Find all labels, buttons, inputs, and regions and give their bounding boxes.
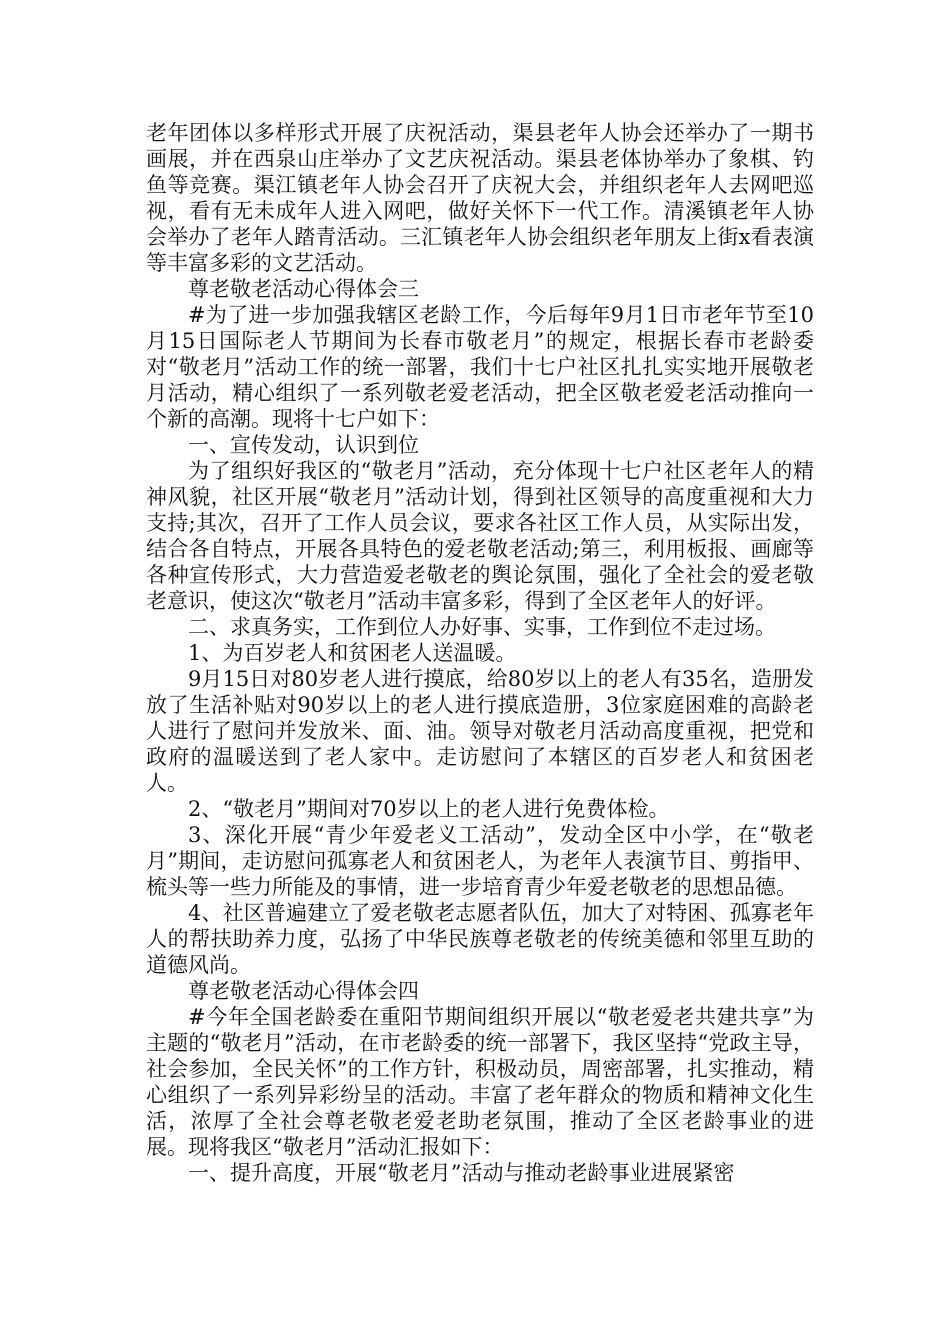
paragraph: 3、深化开展“青少年爱老义工活动”，发动全区中小学，在“敬老月”期间，走访慰问孤寡老人和贫困老人，为老年人表演节目、剪指甲、梳头等一些力所能及的事情，进一步培育青少年爱老敬老的思想品德。	[146, 823, 814, 899]
subsection-heading: 一、宣传发动，认识到位	[188, 433, 419, 457]
paragraph: 二、求真务实，工作到位人办好事、实事，工作到位不走过场。	[188, 615, 776, 639]
paragraph: 为了组织好我区的“敬老月”活动，充分体现十七户社区老年人的精神风貌，社区开展“敬老月”活动计划，得到社区领导的高度重视和大力支持;其次，召开了工作人员会议，要求各社区工作人员，从实际出发，结合各自特点，开展各具特色的爱老敬老活动;第三，利用板报、画廊等各种宣传形式，大力营造爱老敬老的舆论氛围，强化了全社会的爱老敬老意识，使这次“敬老月”活动丰富多彩，得到了全区老年人的好评。	[146, 459, 814, 613]
document-body	[146, 120, 814, 1186]
paragraph: 2、“敬老月”期间对70岁以上的老人进行免费体检。	[188, 797, 670, 821]
paragraph: 9月15日对80岁老人进行摸底，给80岁以上的老人有35名，造册发放了生活补贴对90岁以上的老人进行摸底造册，3位家庭困难的高龄老人进行了慰问并发放米、面、油。领导对敬老月活动高度重视，把党和政府的温暖送到了老人家中。走访慰问了本辖区的百岁老人和贫困老人。	[146, 667, 814, 795]
section-title-three: 尊老敬老活动心得体会三	[188, 277, 419, 301]
section-title-four: 尊老敬老活动心得体会四	[188, 979, 419, 1003]
paragraph-intro: 老年团体以多样形式开展了庆祝活动，渠县老年人协会还举办了一期书画展，并在西泉山庄举办了文艺庆祝活动。渠县老体协举办了象棋、钓鱼等竞赛。渠江镇老年人协会召开了庆祝大会，并组织老年人去网吧巡视，看有无未成年人进入网吧，做好关怀下一代工作。清溪镇老年人协会举办了老年人踏青活动。三汇镇老年人协会组织老年朋友上街x看表演等丰富多彩的文艺活动。	[146, 121, 814, 275]
paragraph: #今年全国老龄委在重阳节期间组织开展以“敬老爱老共建共享”为主题的“敬老月”活动，在市老龄委的统一部署下，我区坚持“党政主导，社会参加，全民关怀”的工作方针，积极动员，周密部署，扎实推动，精心组织了一系列异彩纷呈的活动。丰富了老年群众的物质和精神文化生活，浓厚了全社会尊老敬老爱老助老氛围，推动了全区老龄事业的进展。现将我区“敬老月”活动汇报如下：	[146, 1005, 814, 1159]
paragraph: #为了进一步加强我辖区老龄工作，今后每年9月1日市老年节至10月15日国际老人节期间为长春市敬老月”的规定，根据长春市老龄委对“敬老月”活动工作的统一部署，我们十七户社区扎扎实实地开展敬老月活动，精心组织了一系列敬老爱老活动，把全区敬老爱老活动推向一个新的高潮。现将十七户如下：	[146, 303, 814, 431]
paragraph: 4、社区普遍建立了爱老敬老志愿者队伍，加大了对特困、孤寡老年人的帮扶助养力度，弘扬了中华民族尊老敬老的传统美德和邻里互助的道德风尚。	[146, 901, 814, 977]
paragraph: 一、提升高度，开展“敬老月”活动与推动老龄事业进展紧密	[188, 1161, 735, 1185]
paragraph: 1、为百岁老人和贫困老人送温暖。	[188, 641, 517, 665]
